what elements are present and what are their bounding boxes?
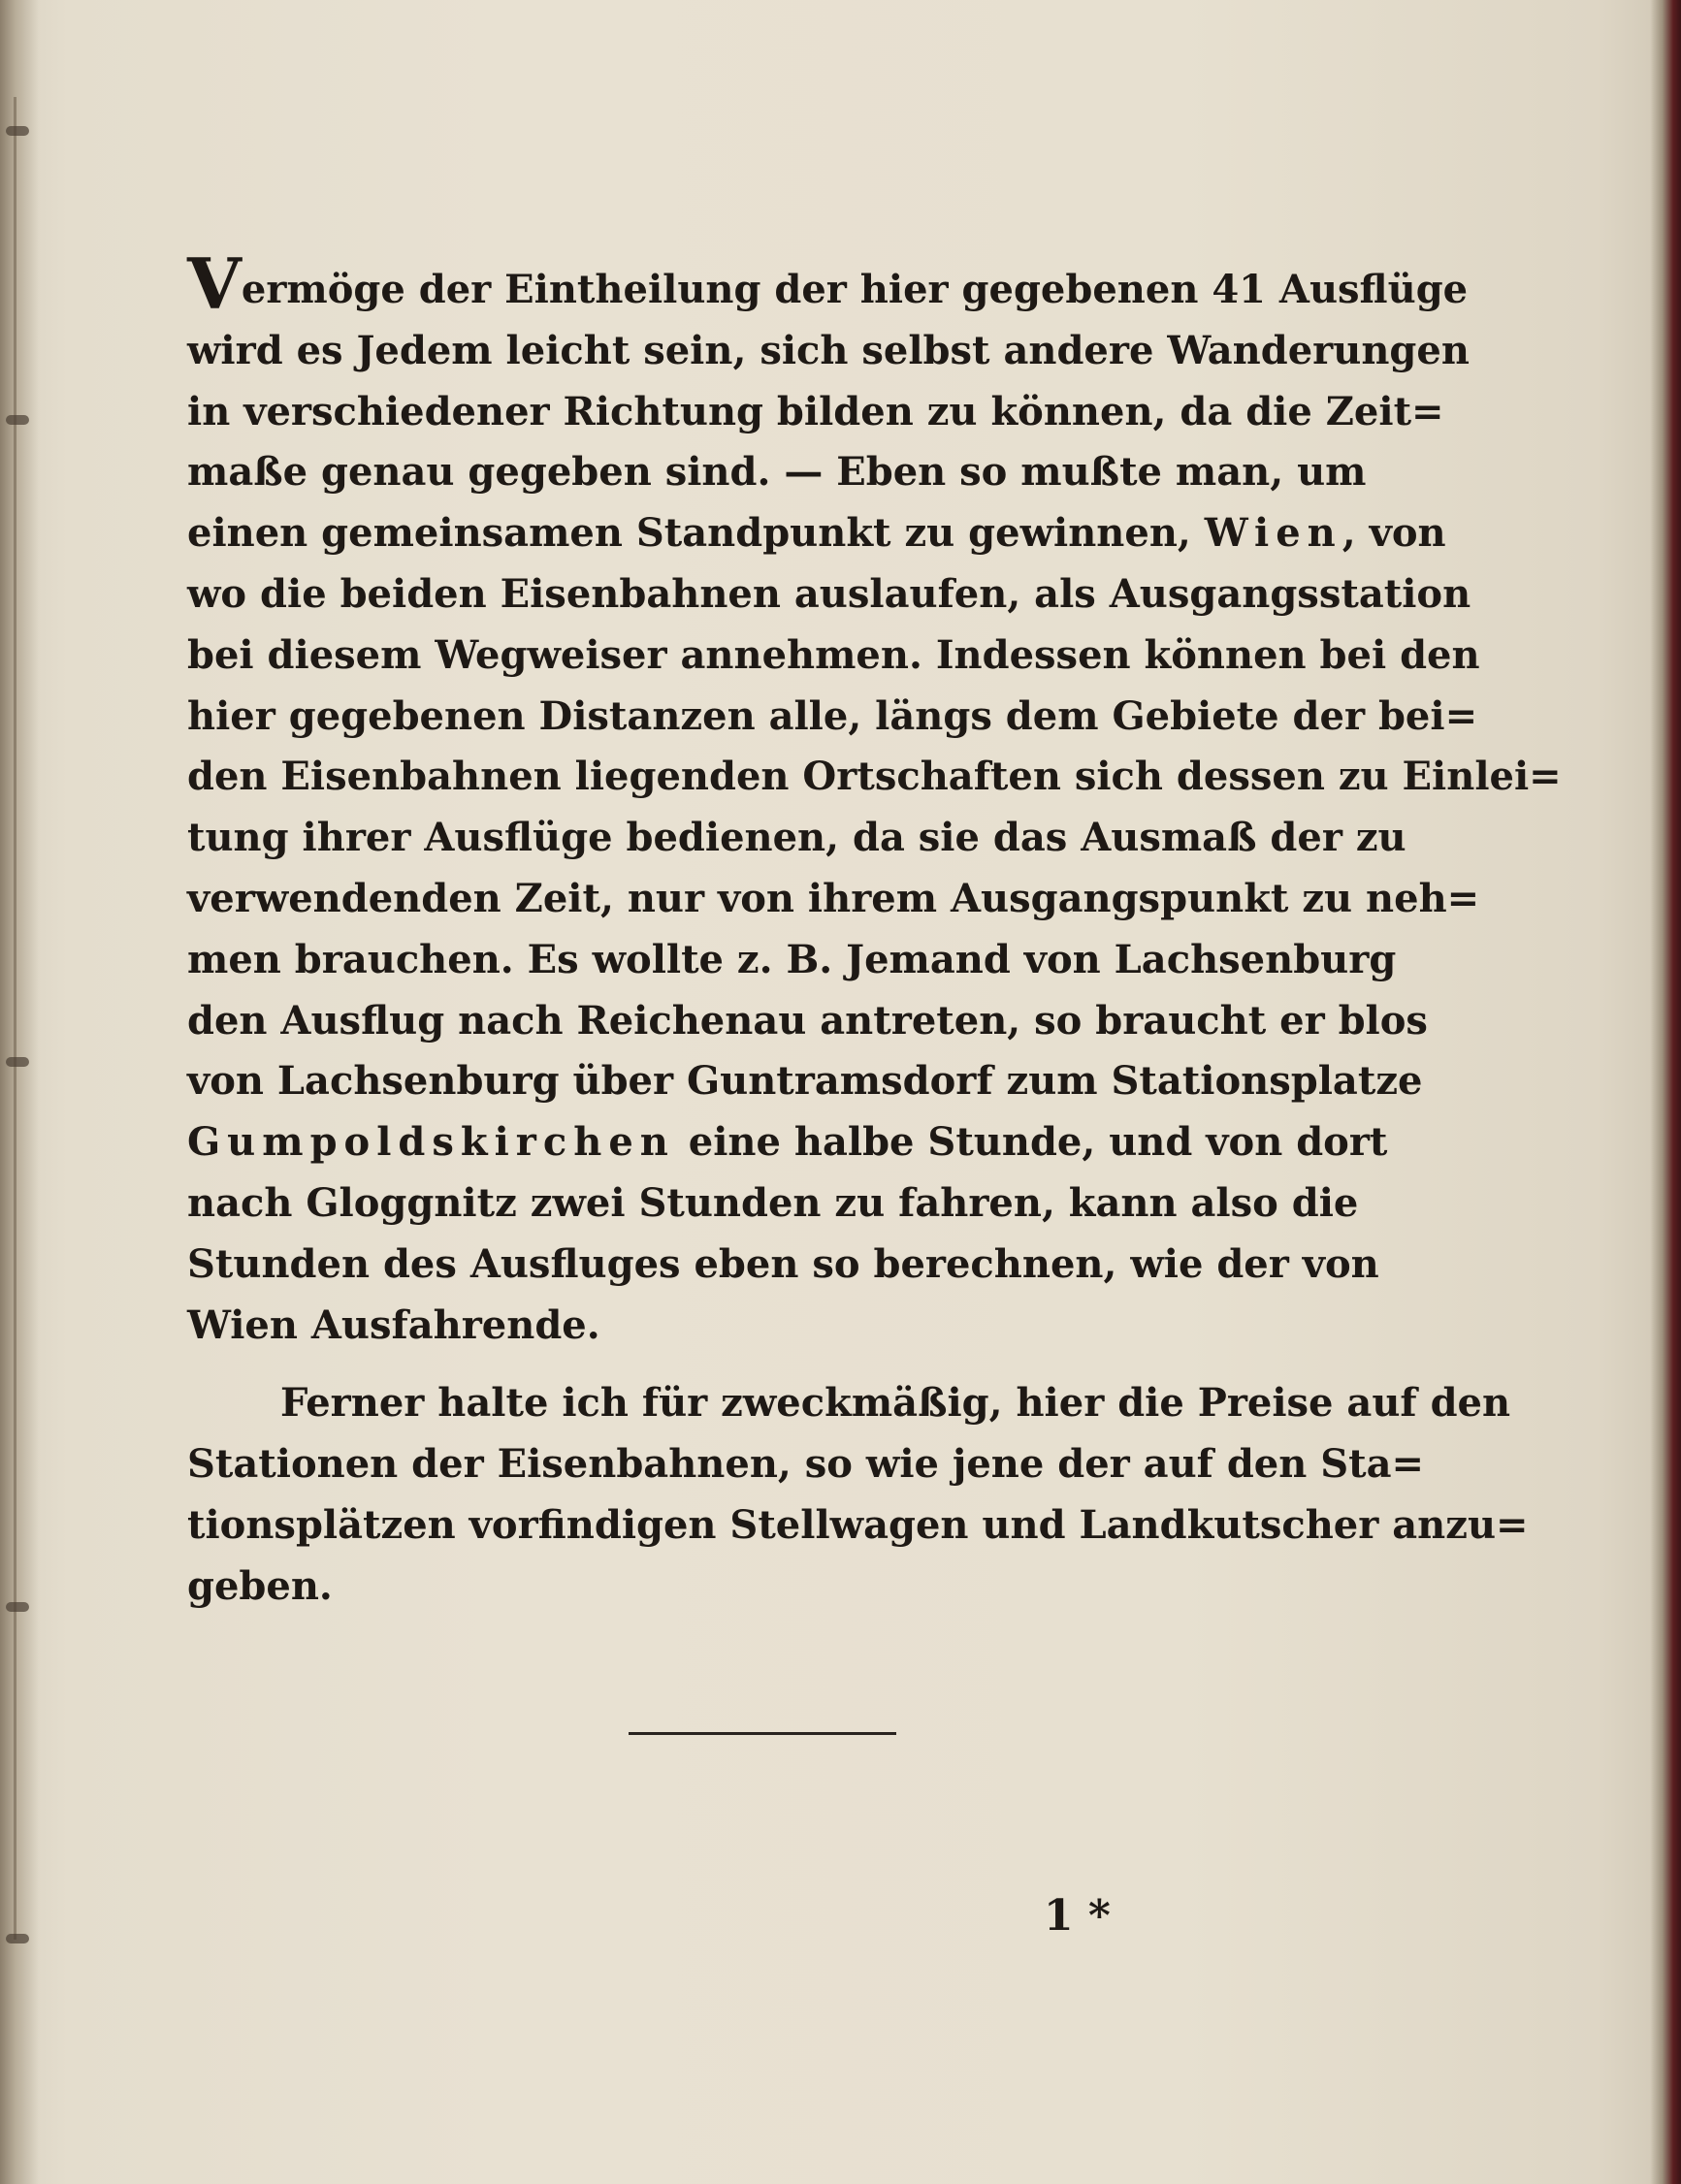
paragraph-gap <box>187 1356 1351 1373</box>
binding-stitch <box>6 126 29 136</box>
text-line: maße genau gegeben sind. — Eben so mußte man, um <box>187 449 1367 496</box>
text-line: wird es Jedem leicht sein, sich selbst andere Wanderungen <box>187 327 1470 373</box>
binding-stitch <box>6 1934 29 1943</box>
text-line: den Eisenbahnen liegenden Ortschaften sich dessen zu Einlei= <box>187 754 1562 800</box>
text-line: hier gegebenen Distanzen alle, längs dem Gebiete der bei= <box>187 692 1478 739</box>
emphasis-wien: Wien <box>1204 510 1342 557</box>
text-line: tionsplätzen vorfindigen Stellwagen und Landkutscher anzu= <box>187 1501 1529 1548</box>
binding-stitch <box>6 1057 29 1067</box>
text-line: Ferner halte ich für zweckmäßig, hier die Preise auf den <box>280 1380 1511 1427</box>
text-line: den Ausflug nach Reichenau antreten, so braucht er blos <box>187 997 1428 1044</box>
emphasis-gumpoldskirchen: Gumpoldskirchen <box>187 1119 675 1166</box>
binding-thread <box>14 97 16 1940</box>
text-line-rest: ermöge der Eintheilung der hier gegebenen 41 Ausflüge <box>241 267 1469 312</box>
text-line: in verschiedener Richtung bilden zu können, da die Zeit= <box>187 388 1444 434</box>
binding-stitch <box>6 1602 29 1612</box>
text-line <box>187 242 1469 325</box>
text-fragment: eine halbe Stunde, und von dort <box>674 1119 1388 1166</box>
binding-stitch <box>6 415 29 425</box>
text-line: men brauchen. Es wollte z. B. Jemand von Lachsenburg <box>187 936 1397 982</box>
text-line: tung ihrer Ausflüge bedienen, da sie das Ausmaß der zu <box>187 815 1406 861</box>
text-line: Wien Ausfahrende. <box>187 1301 600 1348</box>
text-fragment: einen gemeinsamen Standpunkt zu gewinnen, <box>187 510 1205 557</box>
text-line: bei diesem Wegweiser annehmen. Indessen können bei den <box>187 631 1480 678</box>
body-text <box>187 242 1562 1618</box>
binding-shadow <box>0 0 39 2184</box>
page-edge <box>1650 0 1681 2184</box>
text-line: wo die beiden Eisenbahnen auslaufen, als Ausgangsstation <box>187 570 1471 617</box>
section-rule <box>629 1732 896 1735</box>
text-line: nach Gloggnitz zwei Stunden zu fahren, kann also die <box>187 1179 1359 1226</box>
text-fragment: , von <box>1342 510 1446 557</box>
text-line <box>187 503 1446 564</box>
text-line <box>187 1112 1388 1173</box>
text-line: Stunden des Ausfluges eben so berechnen, wie der von <box>187 1240 1379 1287</box>
text-line: von Lachsenburg über Guntramsdorf zum Stationsplatze <box>187 1058 1423 1105</box>
text-line: verwendenden Zeit, nur von ihrem Ausgangspunkt zu neh= <box>187 875 1480 921</box>
drop-cap: V <box>187 242 242 325</box>
text-line: geben. <box>187 1562 333 1609</box>
text-line: Stationen der Eisenbahnen, so wie jene der auf den Sta= <box>187 1441 1425 1488</box>
signature-mark: 1 * <box>1044 1891 1111 1941</box>
